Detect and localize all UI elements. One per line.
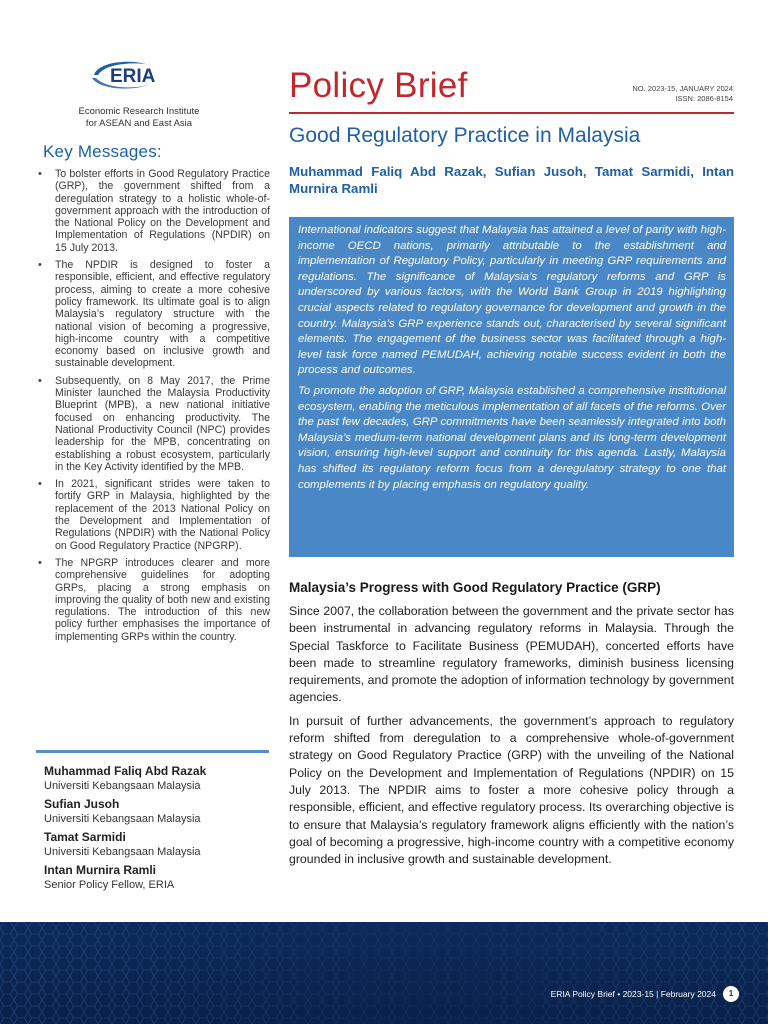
logo-wordmark: ERIA [110, 66, 156, 87]
section-heading: Malaysia’s Progress with Good Regulatory Practice (GRP) [289, 580, 661, 595]
issue-meta [632, 84, 733, 104]
logo-tagline-line1: Economic Research Institute [78, 106, 200, 117]
key-message-item: • Subsequently, on 8 May 2017, the Prime Minister launched the Malaysia Productivity Blueprint (MPB), a new national initiative focused on enhancing productivity. The National Productivity Council (NPC) provides leadership for the MPB, concentrating on establishing a robust ecosystem, particularly in the Key Activity identified by the MPB. [36, 375, 270, 473]
footer-pattern [0, 922, 768, 1024]
section-body [289, 603, 734, 874]
footer-citation: ERIA Policy Brief • 2023-15 | February 2024 [550, 989, 716, 999]
author-name: Sufian Jusoh [44, 797, 120, 811]
key-message-item: • In 2021, significant strides were taken to fortify GRP in Malaysia, highlighted by the replacement of the 2013 National Policy on the Development and Implementation of Regulations (NPDIR) with the National Policy on Good Regulatory Practice (NPGRP). [36, 478, 270, 552]
key-messages-divider [36, 750, 269, 753]
author-affiliation: Senior Policy Fellow, ERIA [44, 879, 175, 891]
author-name: Tamat Sarmidi [44, 830, 126, 844]
key-message-item: • To bolster efforts in Good Regulatory Practice (GRP), the government shifted from a deregulation strategy to a holistic whole-of-government approach with the introduction of the National Policy on the Development and Implementation of Regulations (NPDIR) on 15 July 2013. [36, 168, 270, 254]
key-message-item: • The NPDIR is designed to foster a responsible, efficient, and effective regulatory process, aiming to create a more cohesive policy framework. Its ultimate goal is to align Malaysia’s regulatory structure with the national vision of becoming a progressive, high-income country with a competitive economy based on inclusive growth and sustainable development. [36, 259, 270, 370]
author-affiliation: Universiti Kebangsaan Malaysia [44, 813, 201, 825]
author-byline: Muhammad Faliq Abd Razak, Sufian Jusoh, Tamat Sarmidi, Intan Murnira Ramli [289, 164, 734, 196]
body-paragraph: In pursuit of further advancements, the government’s approach to regulatory reform shifted from deregulation to a comprehensive whole-of-government strategy on Good Regulatory Practice (GRP) with the unveiling of the National Policy on the Development and Implementation of Regulations (NPDIR) on 15 July 2013. The NPDIR aims to foster a more cohesive policy through a responsible, efficient, and effective regulatory process. Its overarching objective is to ensure that Malaysia’s regulatory framework aligns efficiently with the nation’s goal of becoming a progressive, high-income country with a competitive economy grounded in inclusive growth and sustainable development. [289, 713, 734, 867]
author-list [44, 764, 270, 896]
author-name: Intan Murnira Ramli [44, 863, 157, 877]
author-entry [44, 863, 270, 892]
brief-subtitle: Good Regulatory Practice in Malaysia [289, 124, 641, 147]
abstract-box [289, 217, 734, 557]
page-number: 1 [723, 986, 739, 1002]
abstract-paragraph: International indicators suggest that Malaysia has attained a level of parity with high-income OECD nations, primarily attributable to the establishment and implementation of Regulatory Policy, particularly in meeting GRP requirements and regulations. The significance of Malaysia’s regulatory reforms and GRP is underscored by various factors, with the World Bank Group in 2019 highlighting crucial aspects related to regulatory governance for development and growth in the country. Malaysia’s GRP experience stands out, characterised by several significant elements. The engagement of the business sector was facilitated through a high-level task force named PEMUDAH, achieving notable success evident in both the process and outcomes. [298, 224, 726, 377]
author-entry [44, 764, 270, 793]
logo-tagline [44, 106, 234, 129]
body-paragraph: Since 2007, the collaboration between the government and the private sector has been instrumental in advancing regulatory reforms in Malaysia. Through the Special Taskforce to Facilitate Business (PEMUDAH), concerted efforts have been made to streamline regulatory frameworks, diminish business licensing requirements, and promote the adoption of information technology by government agencies. [289, 604, 734, 705]
author-affiliation: Universiti Kebangsaan Malaysia [44, 846, 201, 858]
policy-brief-title: Policy Brief [289, 66, 468, 105]
issn: ISSN: 2086-8154 [675, 94, 733, 103]
eria-logo [88, 58, 188, 92]
issue-number: NO. 2023-15, JANUARY 2024 [632, 84, 733, 93]
author-name: Muhammad Faliq Abd Razak [44, 764, 207, 778]
logo-tagline-line2: for ASEAN and East Asia [85, 117, 193, 129]
key-message-item: • The NPGRP introduces clearer and more comprehensive guidelines for adopting GRPs, placing a strong emphasis on improving the quality of both new and existing regulations. The introduction of this new policy further emphasises the importance of implementing GRPs within the country. [36, 557, 270, 643]
key-messages-list [36, 168, 270, 648]
title-divider [289, 112, 734, 114]
footer-band [0, 922, 768, 1024]
author-entry [44, 830, 270, 859]
author-affiliation: Universiti Kebangsaan Malaysia [44, 780, 201, 792]
author-entry [44, 797, 270, 826]
key-messages-title: Key Messages: [43, 142, 162, 161]
abstract-paragraph: To promote the adoption of GRP, Malaysia established a comprehensive institutional ecosystem, enabling the meticulous implementation of all facets of the reforms. Over the past few decades, GRP commitments have been seamlessly integrated into both Malaysia’s medium-term national development plans and its long-term development vision, ensuring high-level support and continuity for this agenda. Lastly, Malaysia has shifted its regulatory reform focus from a deregulatory strategy to one that complements it by placing emphasis on regulatory quality. [298, 384, 726, 491]
